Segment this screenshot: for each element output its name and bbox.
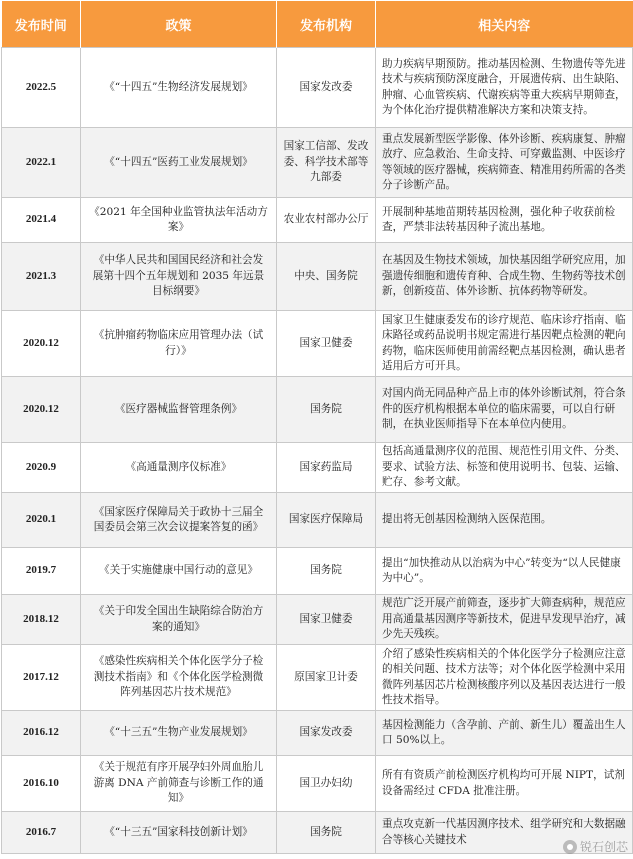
cell-content: 提出“加快推动从以治病为中心”转变为“以人民健康为中心”。 xyxy=(376,548,633,595)
table-row xyxy=(2,812,633,854)
cell-agency: 国务院 xyxy=(277,548,376,595)
cell-agency: 国家发改委 xyxy=(277,48,376,128)
cell-date: 2020.12 xyxy=(2,311,81,377)
cell-policy: 《高通量测序仪标准》 xyxy=(81,443,277,493)
policy-table xyxy=(1,1,633,854)
cell-agency: 国务院 xyxy=(277,377,376,443)
cell-content: 提出将无创基因检测纳入医保范围。 xyxy=(376,493,633,548)
cell-agency: 国家卫健委 xyxy=(277,595,376,645)
cell-date: 2016.10 xyxy=(2,756,81,812)
cell-date: 2017.12 xyxy=(2,645,81,711)
cell-date: 2020.12 xyxy=(2,377,81,443)
cell-content: 国家卫生健康委发布的诊疗规范、临床诊疗指南、临床路径或药品说明书规定需进行基因靶点检测的靶向药物，临床医师使用前需经靶点基因检测，确认患者适用后方可开具。 xyxy=(376,311,633,377)
cell-date: 2021.4 xyxy=(2,198,81,243)
cell-content: 重点发展新型医学影像、体外诊断、疾病康复、肿瘤放疗、应急救治、生命支持、可穿戴监测、中医诊疗等领域的医疗器械，疾病筛查、精准用药所需的各类分子诊断产品。 xyxy=(376,128,633,198)
table-row xyxy=(2,645,633,711)
cell-policy: 《抗肿瘤药物临床应用管理办法（试行）》 xyxy=(81,311,277,377)
cell-content: 规范广泛开展产前筛查，逐步扩大筛查病种，规范应用高通量基因测序等新技术，促进早发现早治疗，减少先天残疾。 xyxy=(376,595,633,645)
table-row xyxy=(2,377,633,443)
cell-policy: 《感染性疾病相关个体化医学分子检测技术指南》和《个体化医学检测微阵列基因芯片技术规范》 xyxy=(81,645,277,711)
watermark xyxy=(563,838,628,855)
policy-table-container xyxy=(1,1,632,857)
cell-agency: 国家医疗保障局 xyxy=(277,493,376,548)
cell-policy: 《关于规范有序开展孕妇外周血胎儿游离 DNA 产前筛查与诊断工作的通知》 xyxy=(81,756,277,812)
cell-content: 介绍了感染性疾病相关的个体化医学分子检测应注意的相关问题、技术方法等；对个体化医学检测中采用微阵列基因芯片检测核酸序列以及基因表达进行一般性技术指导。 xyxy=(376,645,633,711)
cell-date: 2020.9 xyxy=(2,443,81,493)
cell-content: 所有有资质产前检测医疗机构均可开展 NIPT，试剂设备需经过 CFDA 批准注册。 xyxy=(376,756,633,812)
cell-policy: 《“十三五”国家科技创新计划》 xyxy=(81,812,277,854)
cell-content: 基因检测能力（含孕前、产前、新生儿）覆盖出生人口 50%以上。 xyxy=(376,711,633,756)
cell-date: 2022.1 xyxy=(2,128,81,198)
cell-date: 2018.12 xyxy=(2,595,81,645)
cell-policy: 《“十四五”医药工业发展规划》 xyxy=(81,128,277,198)
table-row xyxy=(2,711,633,756)
cell-policy: 《“十四五”生物经济发展规划》 xyxy=(81,48,277,128)
cell-date: 2016.12 xyxy=(2,711,81,756)
cell-content: 重点攻克新一代基因测序技术、组学研究和大数据融合等核心关键技术 xyxy=(376,812,633,854)
table-row xyxy=(2,311,633,377)
cell-agency: 国家药监局 xyxy=(277,443,376,493)
watermark-text: 锐石创芯 xyxy=(579,840,628,854)
cell-policy: 《医疗器械监督管理条例》 xyxy=(81,377,277,443)
wechat-icon xyxy=(563,840,577,854)
cell-agency: 国卫办妇幼 xyxy=(277,756,376,812)
cell-agency: 国务院 xyxy=(277,812,376,854)
table-row xyxy=(2,243,633,311)
table-row xyxy=(2,756,633,812)
cell-agency: 国家工信部、发改委、科学技术部等九部委 xyxy=(277,128,376,198)
table-row xyxy=(2,128,633,198)
cell-content: 开展制种基地苗期转基因检测，强化种子收获前检查，严禁非法转基因种子流出基地。 xyxy=(376,198,633,243)
cell-date: 2021.3 xyxy=(2,243,81,311)
cell-date: 2016.7 xyxy=(2,812,81,854)
cell-agency: 国家卫健委 xyxy=(277,311,376,377)
cell-policy: 《“十三五”生物产业发展规划》 xyxy=(81,711,277,756)
table-row xyxy=(2,48,633,128)
cell-policy: 《2021 年全国种业监管执法年活动方案》 xyxy=(81,198,277,243)
cell-policy: 《关于印发全国出生缺陷综合防治方案的通知》 xyxy=(81,595,277,645)
header-policy: 政策 xyxy=(81,1,277,48)
cell-agency: 中央、国务院 xyxy=(277,243,376,311)
cell-agency: 农业农村部办公厅 xyxy=(277,198,376,243)
table-row xyxy=(2,493,633,548)
cell-policy: 《关于实施健康中国行动的意见》 xyxy=(81,548,277,595)
header-agency: 发布机构 xyxy=(277,1,376,48)
cell-date: 2020.1 xyxy=(2,493,81,548)
header-date: 发布时间 xyxy=(2,1,81,48)
table-row xyxy=(2,548,633,595)
cell-agency: 国家发改委 xyxy=(277,711,376,756)
cell-content: 在基因及生物技术领域，加快基因组学研究应用，加强遗传细胞和遗传育种、合成生物、生物药等技术创新，创新疫苗、体外诊断、抗体药物等研发。 xyxy=(376,243,633,311)
table-row xyxy=(2,198,633,243)
table-header-row xyxy=(2,1,633,48)
cell-policy: 《国家医疗保障局关于政协十三届全国委员会第三次会议提案答复的函》 xyxy=(81,493,277,548)
cell-content: 包括高通量测序仪的范围、规范性引用文件、分类、要求、试验方法、标签和使用说明书、包装、运输、贮存、参考文献。 xyxy=(376,443,633,493)
table-row xyxy=(2,443,633,493)
cell-agency: 原国家卫计委 xyxy=(277,645,376,711)
cell-content: 助力疾病早期预防。推动基因检测、生物遗传等先进技术与疾病预防深度融合，开展遗传病、出生缺陷、肿瘤、心血管疾病、代谢疾病等重大疾病早期筛查，为个体化治疗提供精准解决方案和决策支持。 xyxy=(376,48,633,128)
header-content: 相关内容 xyxy=(376,1,633,48)
cell-date: 2022.5 xyxy=(2,48,81,128)
cell-date: 2019.7 xyxy=(2,548,81,595)
cell-policy: 《中华人民共和国国民经济和社会发展第十四个五年规划和 2035 年远景目标纲要》 xyxy=(81,243,277,311)
table-row xyxy=(2,595,633,645)
cell-content: 对国内尚无同品种产品上市的体外诊断试剂，符合条件的医疗机构根据本单位的临床需要，可以自行研制，在执业医师指导下在本单位内使用。 xyxy=(376,377,633,443)
